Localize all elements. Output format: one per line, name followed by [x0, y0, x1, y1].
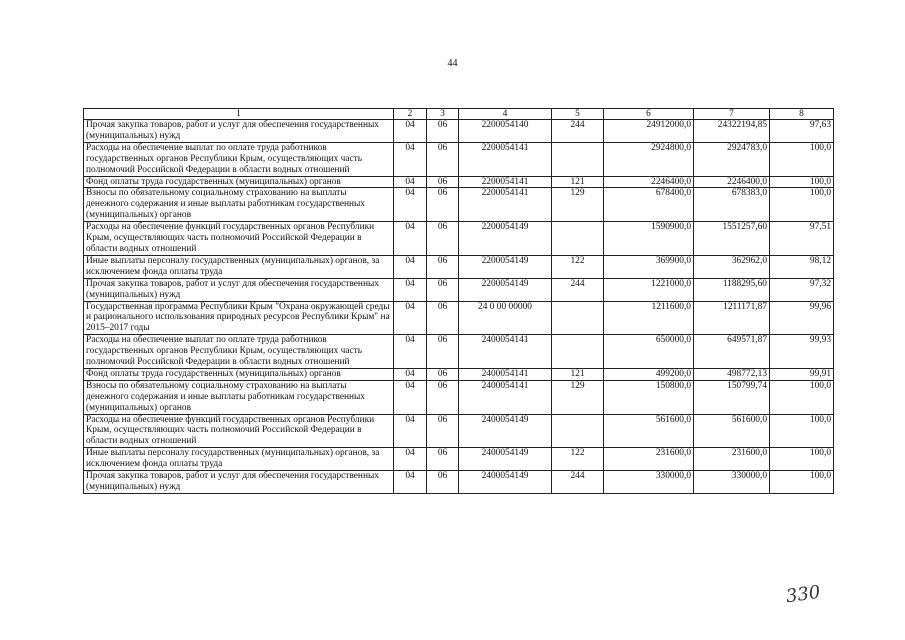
subsection-code-cell: 06: [427, 176, 459, 188]
percent-cell: 97,63: [770, 120, 834, 143]
subsection-code-cell: 06: [427, 188, 459, 222]
target-code-cell: 2200054141: [459, 142, 552, 176]
header-cell: 5: [552, 109, 604, 120]
budget-table: [83, 108, 834, 494]
table-row: [84, 222, 834, 256]
section-code-cell: 04: [394, 301, 427, 335]
target-code-cell: 2400054141: [459, 368, 552, 380]
section-code-cell: 04: [394, 188, 427, 222]
item-name-cell: Фонд оплаты труда государственных (муниципальных) органов: [84, 368, 394, 380]
percent-cell: 97,51: [770, 222, 834, 256]
percent-cell: 97,32: [770, 278, 834, 301]
item-name-cell: Расходы на обеспечение выплат по оплате труда работников государственных органов Республики Крым, осуществляющих часть полномочий Российской Федерации в области водных отношений: [84, 142, 394, 176]
expense-type-cell: [552, 301, 604, 335]
target-code-cell: 2200054140: [459, 120, 552, 143]
planned-amount-cell: 231600,0: [604, 448, 694, 471]
table-row: [84, 335, 834, 369]
item-name-cell: Расходы на обеспечение функций государственных органов Республики Крым, осуществляющих часть полномочий Российской Федерации в области водных отношений: [84, 222, 394, 256]
subsection-code-cell: 06: [427, 414, 459, 448]
expense-type-cell: 122: [552, 255, 604, 278]
target-code-cell: 2200054141: [459, 176, 552, 188]
percent-cell: 100,0: [770, 414, 834, 448]
actual-amount-cell: 24322194,85: [694, 120, 770, 143]
item-name-cell: Прочая закупка товаров, работ и услуг для обеспечения государственных (муниципальных) нужд: [84, 120, 394, 143]
percent-cell: 99,93: [770, 335, 834, 369]
header-cell: 6: [604, 109, 694, 120]
table-row: [84, 278, 834, 301]
table-row: [84, 368, 834, 380]
item-name-cell: Прочая закупка товаров, работ и услуг для обеспечения государственных (муниципальных) нужд: [84, 471, 394, 494]
subsection-code-cell: 06: [427, 301, 459, 335]
target-code-cell: 24 0 00 00000: [459, 301, 552, 335]
planned-amount-cell: 678400,0: [604, 188, 694, 222]
header-cell: 2: [394, 109, 427, 120]
section-code-cell: 04: [394, 176, 427, 188]
planned-amount-cell: 1590900,0: [604, 222, 694, 256]
planned-amount-cell: 369900,0: [604, 255, 694, 278]
subsection-code-cell: 06: [427, 222, 459, 256]
actual-amount-cell: 1188295,60: [694, 278, 770, 301]
target-code-cell: 2400054149: [459, 471, 552, 494]
actual-amount-cell: 678383,0: [694, 188, 770, 222]
expense-type-cell: 244: [552, 471, 604, 494]
expense-type-cell: 244: [552, 120, 604, 143]
actual-amount-cell: 649571,87: [694, 335, 770, 369]
percent-cell: 100,0: [770, 380, 834, 414]
subsection-code-cell: 06: [427, 471, 459, 494]
target-code-cell: 2400054141: [459, 380, 552, 414]
header-cell: 3: [427, 109, 459, 120]
expense-type-cell: [552, 335, 604, 369]
section-code-cell: 04: [394, 471, 427, 494]
actual-amount-cell: 330000,0: [694, 471, 770, 494]
item-name-cell: Расходы на обеспечение выплат по оплате труда работников государственных органов Республики Крым, осуществляющих часть полномочий Российской Федерации в области водных отношений: [84, 335, 394, 369]
planned-amount-cell: 2246400,0: [604, 176, 694, 188]
target-code-cell: 2200054149: [459, 278, 552, 301]
actual-amount-cell: 2924783,0: [694, 142, 770, 176]
planned-amount-cell: 150800,0: [604, 380, 694, 414]
item-name-cell: Фонд оплаты труда государственных (муниципальных) органов: [84, 176, 394, 188]
target-code-cell: 2400054141: [459, 335, 552, 369]
planned-amount-cell: 499200,0: [604, 368, 694, 380]
table-row: [84, 176, 834, 188]
item-name-cell: Взносы по обязательному социальному страхованию на выплаты денежного содержания и иные выплаты работникам государственных (муниципальных) органов: [84, 188, 394, 222]
table-row: [84, 142, 834, 176]
header-row: [84, 109, 834, 120]
expense-type-cell: 121: [552, 368, 604, 380]
percent-cell: 98,12: [770, 255, 834, 278]
planned-amount-cell: 1221000,0: [604, 278, 694, 301]
actual-amount-cell: 1551257,60: [694, 222, 770, 256]
section-code-cell: 04: [394, 278, 427, 301]
expense-type-cell: 122: [552, 448, 604, 471]
planned-amount-cell: 24912000,0: [604, 120, 694, 143]
table-body: [84, 120, 834, 494]
target-code-cell: 2200054149: [459, 222, 552, 256]
expense-type-cell: 129: [552, 188, 604, 222]
expense-type-cell: [552, 414, 604, 448]
section-code-cell: 04: [394, 142, 427, 176]
percent-cell: 100,0: [770, 471, 834, 494]
target-code-cell: 2400054149: [459, 448, 552, 471]
section-code-cell: 04: [394, 414, 427, 448]
subsection-code-cell: 06: [427, 142, 459, 176]
subsection-code-cell: 06: [427, 380, 459, 414]
percent-cell: 100,0: [770, 142, 834, 176]
actual-amount-cell: 2246400,0: [694, 176, 770, 188]
header-cell: 7: [694, 109, 770, 120]
subsection-code-cell: 06: [427, 255, 459, 278]
expense-type-cell: 121: [552, 176, 604, 188]
actual-amount-cell: 1211171,87: [694, 301, 770, 335]
planned-amount-cell: 330000,0: [604, 471, 694, 494]
header-cell: 1: [84, 109, 394, 120]
section-code-cell: 04: [394, 368, 427, 380]
actual-amount-cell: 561600,0: [694, 414, 770, 448]
expense-type-cell: [552, 222, 604, 256]
section-code-cell: 04: [394, 335, 427, 369]
section-code-cell: 04: [394, 448, 427, 471]
subsection-code-cell: 06: [427, 448, 459, 471]
planned-amount-cell: 561600,0: [604, 414, 694, 448]
table-row: [84, 188, 834, 222]
table-row: [84, 380, 834, 414]
subsection-code-cell: 06: [427, 120, 459, 143]
table-row: [84, 471, 834, 494]
section-code-cell: 04: [394, 255, 427, 278]
item-name-cell: Расходы на обеспечение функций государственных органов Республики Крым, осуществляющих часть полномочий Российской Федерации в области водных отношений: [84, 414, 394, 448]
handwritten-page-mark: 330: [784, 581, 822, 608]
planned-amount-cell: 2924800,0: [604, 142, 694, 176]
section-code-cell: 04: [394, 222, 427, 256]
percent-cell: 100,0: [770, 448, 834, 471]
target-code-cell: 2200054141: [459, 188, 552, 222]
actual-amount-cell: 231600,0: [694, 448, 770, 471]
expense-type-cell: [552, 142, 604, 176]
percent-cell: 100,0: [770, 176, 834, 188]
header-cell: 4: [459, 109, 552, 120]
page-number: 44: [447, 58, 458, 69]
table-row: [84, 414, 834, 448]
item-name-cell: Государственная программа Республики Крым "Охрана окружающей среды и рационального использования природных ресурсов Республики Крым" на 2015–2017 годы: [84, 301, 394, 335]
percent-cell: 100,0: [770, 188, 834, 222]
target-code-cell: 2400054149: [459, 414, 552, 448]
actual-amount-cell: 150799,74: [694, 380, 770, 414]
item-name-cell: Иные выплаты персоналу государственных (муниципальных) органов, за исключением фонда оплаты труда: [84, 448, 394, 471]
item-name-cell: Прочая закупка товаров, работ и услуг для обеспечения государственных (муниципальных) нужд: [84, 278, 394, 301]
subsection-code-cell: 06: [427, 278, 459, 301]
section-code-cell: 04: [394, 120, 427, 143]
item-name-cell: Иные выплаты персоналу государственных (муниципальных) органов, за исключением фонда оплаты труда: [84, 255, 394, 278]
target-code-cell: 2200054149: [459, 255, 552, 278]
table-row: [84, 301, 834, 335]
planned-amount-cell: 1211600,0: [604, 301, 694, 335]
percent-cell: 99,96: [770, 301, 834, 335]
table-row: [84, 120, 834, 143]
actual-amount-cell: 498772,13: [694, 368, 770, 380]
planned-amount-cell: 650000,0: [604, 335, 694, 369]
actual-amount-cell: 362962,0: [694, 255, 770, 278]
table-row: [84, 255, 834, 278]
subsection-code-cell: 06: [427, 368, 459, 380]
expense-type-cell: 129: [552, 380, 604, 414]
expense-type-cell: 244: [552, 278, 604, 301]
percent-cell: 99,91: [770, 368, 834, 380]
header-cell: 8: [770, 109, 834, 120]
subsection-code-cell: 06: [427, 335, 459, 369]
section-code-cell: 04: [394, 380, 427, 414]
table-row: [84, 448, 834, 471]
item-name-cell: Взносы по обязательному социальному страхованию на выплаты денежного содержания и иные выплаты работникам государственных (муниципальных) органов: [84, 380, 394, 414]
